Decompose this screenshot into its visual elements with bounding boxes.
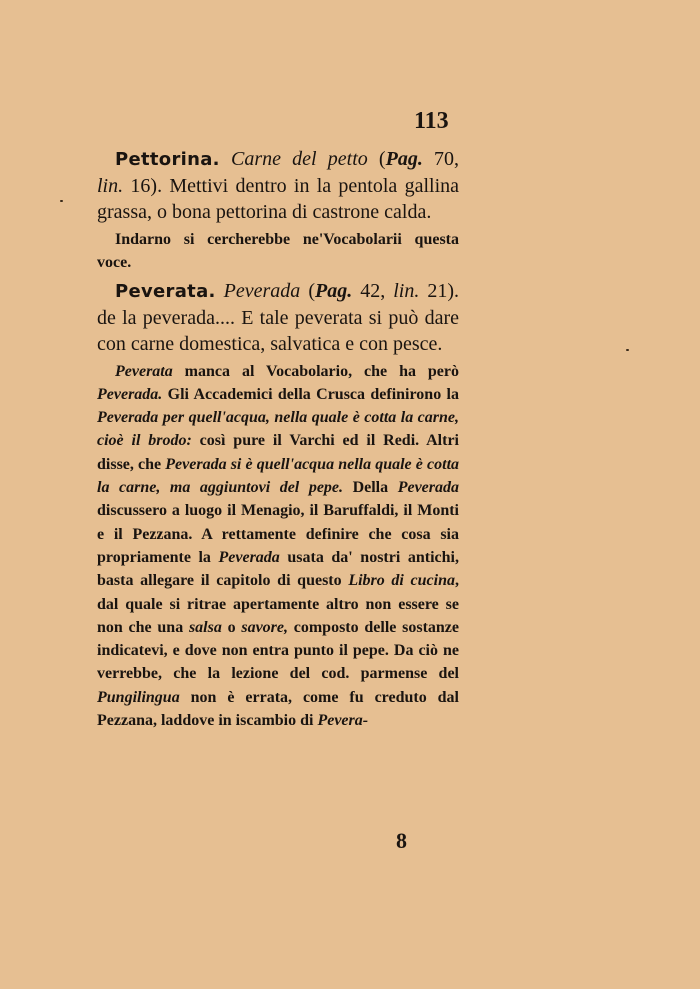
entry-ref-page: Pag. bbox=[385, 148, 423, 170]
signature-mark: 8 bbox=[396, 828, 407, 853]
comment-pettorina: Indarno si cercherebbe ne'Vocabolarii questa voce. bbox=[97, 231, 459, 272]
entry-headword: Pettorina. bbox=[115, 149, 220, 170]
entry-ref-line: lin. bbox=[393, 279, 420, 302]
comment-peverata: Peverata manca al Vocabolario, che ha però Peverada. Gli Accademici della Crusca definirono la Peverada per quell'acqua, nella quale è cotta la carne, cioè il brodo: così pure il Varchi ed il Redi. Altri disse, che Peverada si è quell'acqua nella quale è cotta la carne, ma aggiuntovi del pepe. Della Peverada discussero a luogo il Menagio, il Baruffaldi, il Monti e il Pezzana. A rettamente definire che cosa sia propriamente la Peverada usata da' nostri antichi, basta allegare il capitolo di questo Libro di cucina, dal quale si ritrae apertamente altro non essere se non che una salsa o savore, composto delle sostanze indicatevi, e dove non entra punto il pepe. Da ciò ne verrebbe, che la lezione del cod. parmense del Pungilingua non è errata, come fu creduto dal Pezzana, laddove in iscambio di Pevera- bbox=[97, 362, 460, 730]
page-number: 113 bbox=[414, 108, 449, 134]
entry-ref-line: lin. bbox=[97, 175, 124, 197]
paper-speck bbox=[60, 200, 63, 202]
entry-pettorina: Pettorina. Carne del petto (Pag. 70, lin. 16). Mettivi dentro in la pentola gallina grassa, o bona pettorina di castrone calda. bbox=[97, 148, 459, 223]
page-body bbox=[97, 146, 459, 732]
entry-ref-page: Pag. bbox=[314, 279, 353, 302]
paper-speck bbox=[626, 349, 629, 351]
entry-peverata: Peverata. Peverada (Pag. 42, lin. 21). de la peverada.... E tale peverata si può dare con carne domestica, salvatica e con pesce. bbox=[97, 279, 460, 355]
entry-citation-text: 21). de la peverada.... E tale peverata si può dare con carne domestica, salvatica e con pesce. bbox=[97, 279, 460, 355]
entry-headword: Peverata. bbox=[115, 280, 216, 302]
entry-quote: Carne del petto bbox=[231, 148, 368, 170]
entry-quote: Peverada bbox=[223, 279, 301, 302]
entry-citation-text: 16). Mettivi dentro in la pentola gallina grassa, o bona pettorina di castrone calda. bbox=[97, 175, 459, 223]
